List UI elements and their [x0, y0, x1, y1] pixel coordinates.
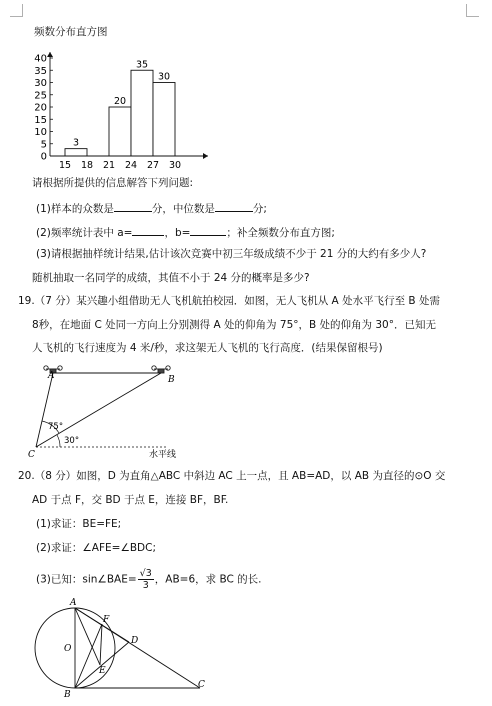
- q18-intro: 请根据所提供的信息解答下列问题:: [32, 177, 194, 189]
- q18-part2-c: ；补全频数分布直方图;: [226, 227, 335, 239]
- y-tick-label: 35: [34, 65, 47, 77]
- q18-part2: [36, 224, 335, 240]
- label-c: C: [198, 680, 205, 690]
- label-f: F: [103, 615, 110, 625]
- histogram-bar: [65, 149, 87, 156]
- fraction-sqrt3-over-3: [138, 568, 154, 591]
- label-d: D: [131, 636, 139, 646]
- y-tick-label: 30: [34, 78, 47, 89]
- q20-part1: (1)求证：BE=FE;: [36, 518, 122, 530]
- angle-arc-30: [57, 435, 60, 447]
- label-c: C: [28, 450, 35, 460]
- corner-mark-left: [10, 4, 23, 17]
- y-tick-label: 10: [34, 127, 47, 138]
- line-bc: [36, 373, 161, 447]
- label-o: O: [64, 644, 72, 654]
- q20-line1: 20.（8 分）如图，D 为直角△ABC 中斜边 AC 上一点，且 AB=AD，以 AB 为直径的⊙O 交: [18, 470, 446, 482]
- q20-part3-b: ，AB=6，求 BC 的长.: [154, 573, 262, 586]
- q19-line3: 人飞机的飞行速度为 4 米/秒，求这架无人飞机的飞行高度．(结果保留根号): [32, 342, 383, 354]
- answer-blank[interactable]: [132, 224, 164, 236]
- q20-figure: [28, 594, 218, 698]
- y-tick-label: 20: [34, 102, 47, 114]
- q19-line1: 19.（7 分）某兴趣小组借助无人飞机航拍校园．如图，无人飞机从 A 处水平飞行至 B 处需: [18, 295, 440, 307]
- segment-fe: [100, 624, 102, 665]
- x-tick-label: 18: [80, 160, 94, 171]
- x-tick-label: 15: [58, 160, 72, 171]
- q18-part3-line2: 随机抽取一名同学的成绩，其值不小于 24 分的概率是多少?: [32, 272, 310, 284]
- bar-value-label: 20: [113, 96, 127, 107]
- histogram-chart: [30, 52, 210, 172]
- bar-value-label: 35: [135, 59, 149, 71]
- bar-value-label: 3: [72, 137, 80, 149]
- label-a: A: [70, 598, 77, 608]
- q19-line2: 8秒，在地面 C 处同一方向上分别测得 A 处的仰角为 75°，B 处的仰角为 30°．已知无: [32, 319, 436, 331]
- label-angle-30: 30°: [64, 436, 80, 446]
- answer-blank[interactable]: [114, 200, 152, 212]
- fraction-denominator: 3: [142, 580, 149, 591]
- x-tick-label: 27: [146, 160, 160, 171]
- segment-bd: [75, 642, 129, 688]
- q18-part1-b: 分，中位数是: [151, 203, 215, 215]
- label-b: B: [168, 375, 175, 385]
- y-tick-label: 40: [34, 53, 47, 65]
- q18-part2-b: ，b=: [164, 227, 191, 239]
- label-b: B: [64, 690, 71, 698]
- q18-part1-a: (1)样本的众数是: [36, 203, 114, 215]
- q20-line2: AD 于点 F，交 BD 于点 E，连接 BF，BF.: [32, 494, 229, 506]
- x-tick-label: 21: [102, 160, 116, 171]
- x-tick-label: 30: [168, 160, 182, 171]
- label-angle-75: 75°: [48, 422, 64, 432]
- y-axis-arrow-icon: [47, 52, 53, 57]
- q18-part1-c: 分;: [252, 203, 267, 215]
- histogram-bar: [131, 70, 153, 156]
- histogram-title: 频数分布直方图: [34, 26, 108, 38]
- q20-part3: [36, 568, 262, 591]
- y-tick-label: 15: [34, 114, 47, 126]
- label-e: E: [99, 666, 106, 676]
- bar-value-label: 30: [157, 71, 171, 83]
- x-tick-label: 24: [124, 160, 138, 171]
- q18-part3-line1: (3)请根据抽样统计结果,估计该次竞赛中初三年级成绩不少于 21 分的大约有多少人?: [36, 248, 427, 260]
- q19-figure: [28, 360, 213, 460]
- y-tick-label: 5: [40, 139, 47, 151]
- q20-part2: (2)求证：∠AFE=∠BDC;: [36, 542, 157, 554]
- segment-bf: [75, 624, 102, 688]
- q20-part3-a: (3)已知：sin∠BAE=: [36, 573, 137, 586]
- label-a: A: [48, 371, 55, 381]
- histogram-bar: [109, 107, 131, 156]
- answer-blank[interactable]: [190, 224, 226, 236]
- answer-blank[interactable]: [215, 200, 253, 212]
- corner-mark-right: [466, 4, 479, 17]
- q18-part1: [36, 200, 267, 216]
- label-horizontal-line: 水平线: [149, 450, 177, 460]
- histogram-bar: [153, 83, 175, 157]
- q18-part2-a: (2)频率统计表中 a=: [36, 227, 133, 239]
- y-tick-label: 0: [40, 151, 47, 163]
- x-axis-arrow-icon: [203, 153, 208, 159]
- drone-b-icon: [152, 366, 170, 373]
- y-tick-label: 25: [34, 90, 47, 102]
- fraction-numerator: √3: [139, 568, 152, 579]
- line-ac: [36, 373, 53, 447]
